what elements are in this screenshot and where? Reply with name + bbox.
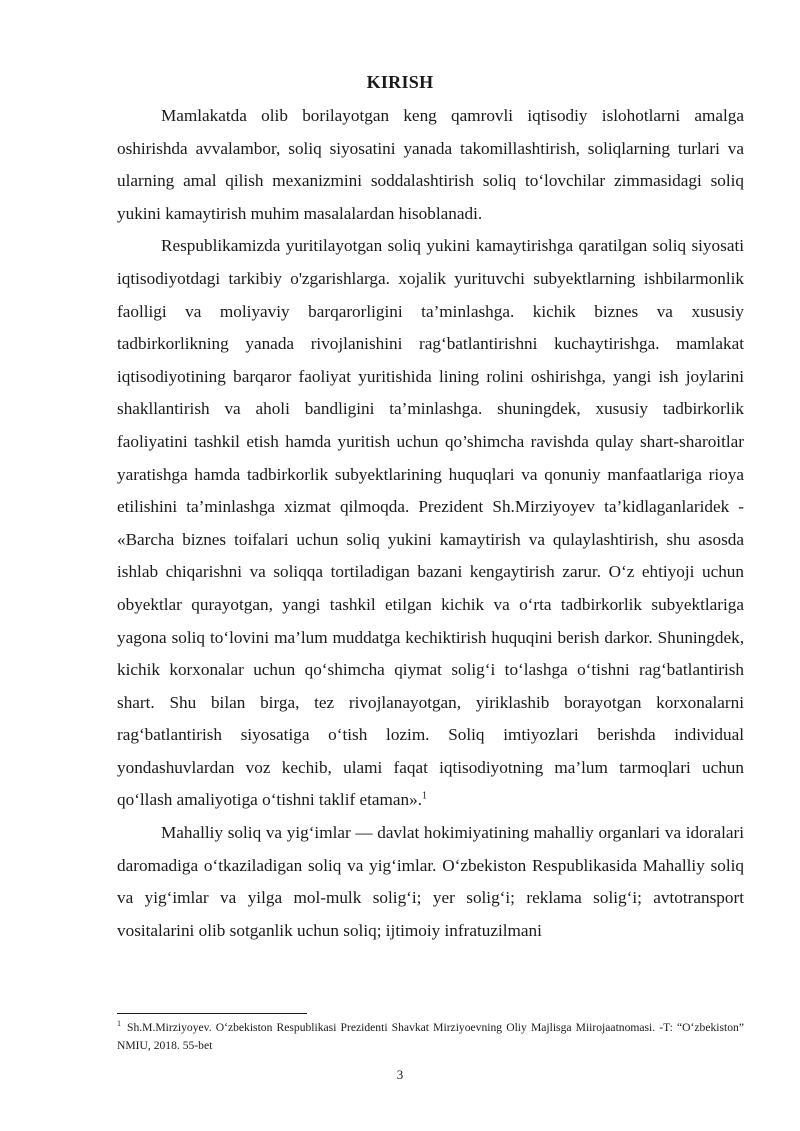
paragraph-tax-policy (117, 230, 744, 817)
footnote-reference[interactable]: 1 (422, 790, 428, 802)
paragraph-local-taxes-text: Mahalliy soliq va yig‘imlar — davlat hokimiyatining mahalliy organlari va idoralari daromadiga o‘tkaziladigan soliq va yig‘imlar. O‘zbekiston Respublikasida Mahalliy soliq va yig‘imlar va yilga mol-mulk solig‘i; yer solig‘i; reklama solig‘i; avtotransport vositalarini olib sotganlik uchun soliq; ijtimoiy infratuzilmani (117, 823, 744, 940)
page-number: 3 (396, 1067, 404, 1082)
paragraph-local-taxes (117, 817, 744, 947)
footnote-number: 1 (117, 1019, 121, 1029)
paragraph-intro-text: Mamlakatda olib borilayotgan keng qamrovli iqtisodiy islohotlarni amalga oshirishda avvalambor, soliq siyosatini yanada takomillashtirish, soliqlarning turlari va ularning amal qilish mexanizmini soddalashtirish soliq to‘lovchilar zimmasidagi soliq yukini kamaytirish muhim masalalardan hisoblanadi. (117, 106, 744, 223)
paragraph-tax-policy-text: Respublikamizda yuritilayotgan soliq yukini kamaytirishga qaratilgan soliq siyosati iqtisodiyotdagi tarkibiy o'zgarishlarga. xojalik yurituvchi subyektlarning ishbilarmonlik faolligi va moliyaviy barqarorligini ta’minlashga. kichik biznes va xususiy tadbirkorlikning yanada rivojlanishini rag‘batlantirishni kuchaytirishga. mamlakat iqtisodiyotining barqaror faoliyat yuritishida lining rolini oshirishga, yangi ish joylarini shakllantirish va aholi bandligini ta’minlashga. shuningdek, xususiy tadbirkorlik faoliyatini tashkil etish hamda yuritish uchun qo’shimcha ravishda qulay shart-sharoitlar yaratishga hamda tadbirkorlik subyektlarining huquqlari va qonuniy manfaatlariga rioya etilishini ta’minlashga xizmat qilmoqda. Prezident Sh.Mirziyoyev ta’kidlaganlaridek - «Barcha biznes toifalari uchun soliq yukini kamaytirish va qulaylashtirish, shu asosda ishlab chiqarishni va soliqqa tortiladigan bazani kengaytirish zarur. O‘z ehtiyoji uchun obyektlar qurayotgan, yangi tashkil etilgan kichik va o‘rta tadbirkorlik subyektlariga yagona soliq to‘lovini ma’lum muddatga kechiktirish huquqini berish darkor. Shuningdek, kichik korxonalar uchun qo‘shimcha qiymat solig‘i to‘lashga o‘tishni rag‘batlantirish shart. Shu bilan birga, tez rivojlanayotgan, yiriklashib borayotgan korxonalarni rag‘batlantirish siyosatiga o‘tish lozim. Soliq imtiyozlari berishda individual yondashuvlardan voz kechib, ulami faqat iqtisodiyotning ma’lum tarmoqlari uchun qo‘llash amaliyotiga o‘tishni taklif etaman». (117, 236, 744, 810)
page-title: KIRISH (366, 72, 434, 92)
paragraph-intro (117, 100, 744, 230)
footnote-text: Sh.M.Mirziyoyev. O‘zbekiston Respublikasi Prezidenti Shavkat Mirziyoevning Oliy Majlisga Miirojaatnomasi. -T: “O‘zbekiston” NMIU, 2018. 55-bet (117, 1021, 744, 1052)
body-text (117, 100, 744, 947)
footnote-divider (117, 1013, 307, 1014)
footnote (117, 1019, 744, 1055)
